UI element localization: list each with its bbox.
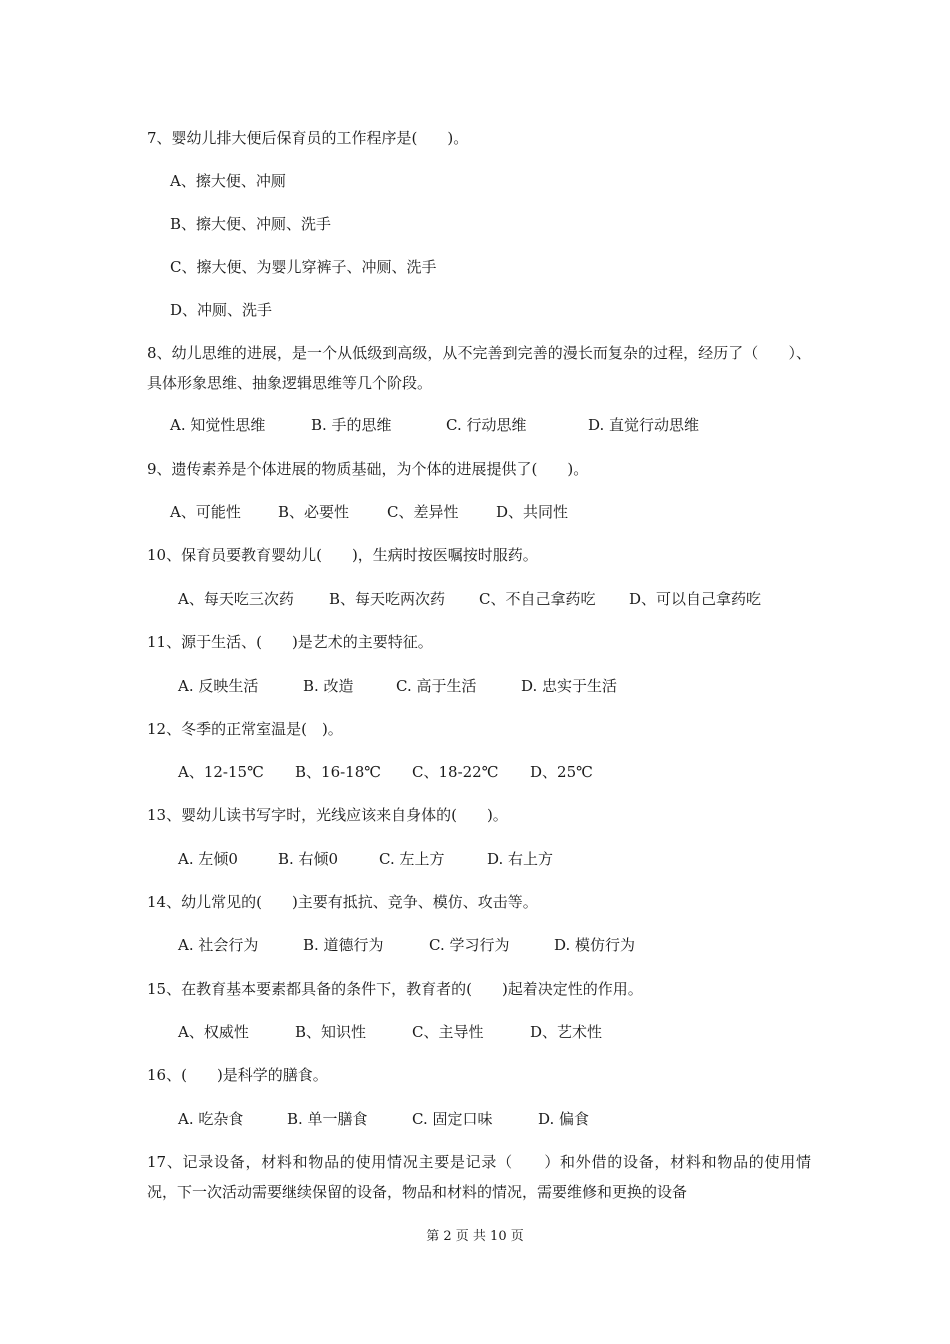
page-number-footer: 第 2 页 共 10 页: [426, 1229, 524, 1244]
question-9-option-b: B、必要性: [278, 503, 350, 521]
question-8-stem: 8、幼儿思维的进展，是一个从低级到高级，从不完善到完善的漫长而复杂的过程，经历了（ ）、具体形象思维、抽象逻辑思维等几个阶段。: [147, 344, 811, 392]
question-14-option-d: D. 模仿行为: [554, 936, 636, 954]
question-7-stem: 7、婴幼儿排大便后保育员的工作程序是( )。: [147, 129, 469, 147]
question-12-option-c: C、18-22℃: [412, 763, 499, 781]
question-10-option-a: A、每天吃三次药: [178, 590, 294, 608]
question-12-option-a: A、12-15℃: [178, 763, 264, 781]
question-14-option-b: B. 道德行为: [303, 936, 384, 954]
question-10-option-b: B、每天吃两次药: [329, 590, 446, 608]
question-15-stem: 15、在教育基本要素都具备的条件下，教育者的( )起着决定性的作用。: [147, 980, 643, 998]
question-7-option-d: D、冲厕、洗手: [170, 301, 273, 319]
question-11-option-a: A. 反映生活: [178, 677, 259, 695]
question-13-option-d: D. 右上方: [487, 850, 554, 868]
question-10-stem: 10、保育员要教育婴幼儿( )，生病时按医嘱按时服药。: [147, 546, 538, 564]
question-11-option-c: C. 高于生活: [396, 677, 477, 695]
question-16-option-b: B. 单一膳食: [287, 1110, 368, 1128]
question-13-option-a: A. 左倾0: [178, 850, 238, 868]
question-12-option-d: D、25℃: [530, 763, 593, 781]
question-11-option-d: D. 忠实于生活: [521, 677, 618, 695]
question-8-option-b: B. 手的思维: [311, 416, 392, 434]
question-13-option-b: B. 右倾0: [278, 850, 339, 868]
question-10-option-c: C、不自己拿药吃: [479, 590, 596, 608]
question-15-option-a: A、权威性: [178, 1023, 249, 1041]
question-11-stem: 11、源于生活、( )是艺术的主要特征。: [147, 633, 433, 651]
question-16-option-c: C. 固定口味: [412, 1110, 493, 1128]
question-7-option-a: A、擦大便、冲厕: [170, 172, 286, 190]
question-7-option-c: C、擦大便、为婴儿穿裤子、冲厕、洗手: [170, 258, 437, 276]
question-13-stem: 13、婴幼儿读书写字时，光线应该来自身体的( )。: [147, 806, 508, 824]
question-16-option-a: A. 吃杂食: [178, 1110, 244, 1128]
question-15-option-c: C、主导性: [412, 1023, 484, 1041]
question-16-option-d: D. 偏食: [538, 1110, 590, 1128]
question-8-option-a: A. 知觉性思维: [170, 416, 266, 434]
question-8-option-d: D. 直觉行动思维: [588, 416, 700, 434]
question-16-stem: 16、( )是科学的膳食。: [147, 1066, 328, 1084]
question-8-option-c: C. 行动思维: [446, 416, 527, 434]
question-10-option-d: D、可以自己拿药吃: [629, 590, 762, 608]
question-14-stem: 14、幼儿常见的( )主要有抵抗、竞争、模仿、攻击等。: [147, 893, 538, 911]
question-9-stem: 9、遗传素养是个体进展的物质基础，为个体的进展提供了( )。: [147, 460, 589, 478]
question-9-option-a: A、可能性: [170, 503, 241, 521]
question-15-option-b: B、知识性: [295, 1023, 367, 1041]
question-17-stem: 17、记录设备，材料和物品的使用情况主要是记录（ ）和外借的设备，材料和物品的使用情况，下一次活动需要继续保留的设备，物品和材料的情况，需要维修和更换的设备: [147, 1153, 811, 1201]
question-12-stem: 12、冬季的正常室温是( )。: [147, 720, 343, 738]
question-7-option-b: B、擦大便、冲厕、洗手: [170, 215, 332, 233]
question-9-option-d: D、共同性: [496, 503, 569, 521]
question-14-option-a: A. 社会行为: [178, 936, 259, 954]
question-13-option-c: C. 左上方: [379, 850, 445, 868]
question-12-option-b: B、16-18℃: [295, 763, 382, 781]
question-14-option-c: C. 学习行为: [429, 936, 510, 954]
question-11-option-b: B. 改造: [303, 677, 354, 695]
question-9-option-c: C、差异性: [387, 503, 459, 521]
question-15-option-d: D、艺术性: [530, 1023, 603, 1041]
